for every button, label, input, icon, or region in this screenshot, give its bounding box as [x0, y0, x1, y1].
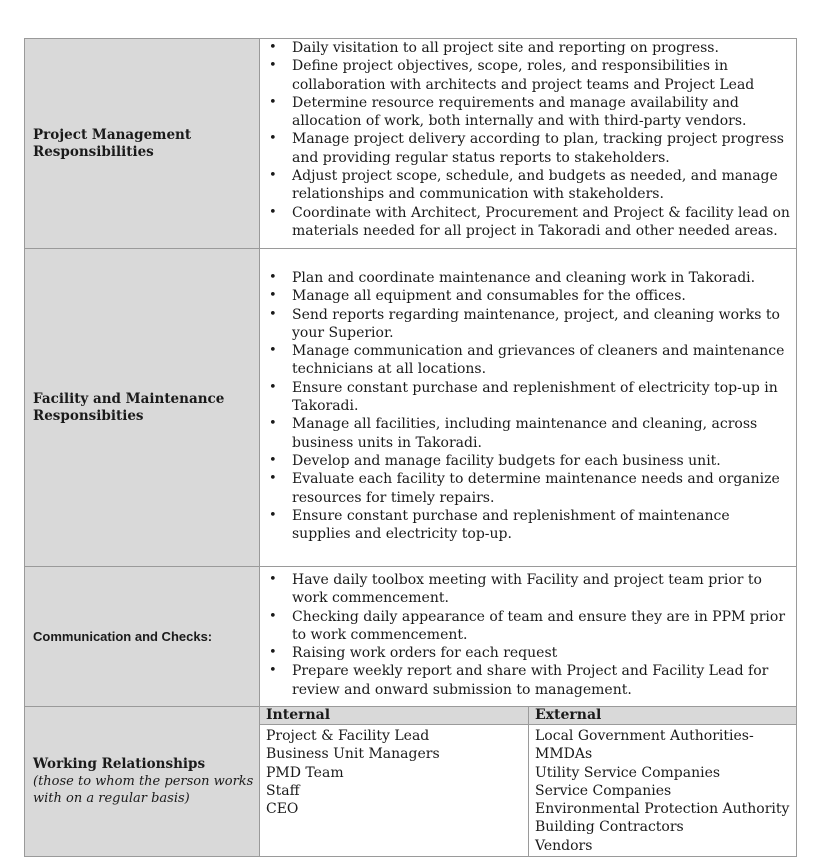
- row-content-cell: [260, 567, 797, 707]
- responsibility-list: [260, 249, 796, 547]
- external-item: Vendors: [535, 837, 593, 854]
- table-row-communication-checks: [25, 567, 797, 707]
- list-item: • Coordinate with Architect, Procurement and Project & facility lead on materials needed for all project in Takoradi and other needed areas.: [292, 204, 790, 241]
- row-content-cell: [260, 249, 797, 567]
- relationships-table: [260, 707, 796, 856]
- list-item: • Manage communication and grievances of cleaners and maintenance technicians at all locations.: [292, 342, 790, 379]
- internal-item: Staff: [266, 782, 300, 799]
- relationships-content-cell: [260, 707, 797, 857]
- internal-list: [260, 725, 529, 857]
- list-item: • Daily visitation to all project site and reporting on progress.: [292, 39, 790, 57]
- list-item: • Plan and coordinate maintenance and cleaning work in Takoradi.: [292, 269, 790, 287]
- row-label: Project Management Responsibilities: [33, 126, 192, 160]
- row-label-cell: [25, 39, 260, 249]
- list-item: • Evaluate each facility to determine maintenance needs and organize resources for timely repairs.: [292, 470, 790, 507]
- responsibility-list: [260, 39, 796, 244]
- table-row-working-relationships: [25, 707, 797, 857]
- list-item: • Determine resource requirements and manage availability and allocation of work, both internally and with third-party vendors.: [292, 94, 790, 131]
- table-row-project-management: [25, 39, 797, 249]
- internal-item: Project & Facility Lead: [266, 728, 430, 744]
- table-row-facility-maintenance: [25, 249, 797, 567]
- external-list: [529, 725, 797, 857]
- list-item: • Define project objectives, scope, roles, and responsibilities in collaboration with architects and project teams and Project Lead: [292, 57, 790, 94]
- list-item: • Raising work orders for each request: [292, 644, 790, 662]
- row-content-cell: [260, 39, 797, 249]
- external-item: Service Companies: [535, 782, 672, 799]
- row-label-note: (those to whom the person works with on a regular basis): [33, 774, 254, 806]
- list-item: • Manage all facilities, including maintenance and cleaning, across business units in Takoradi.: [292, 415, 790, 452]
- internal-item: PMD Team: [266, 764, 344, 781]
- internal-item: Business Unit Managers: [266, 746, 440, 763]
- row-label-cell: [25, 249, 260, 567]
- row-label-cell: [25, 567, 260, 707]
- list-item: • Send reports regarding maintenance, project, and cleaning works to your Superior.: [292, 306, 790, 343]
- row-label: Communication and Checks:: [33, 629, 213, 644]
- external-item: Local Government Authorities-: [535, 728, 754, 744]
- relationships-body-row: [260, 725, 796, 857]
- list-item: • Prepare weekly report and share with Project and Facility Lead for review and onward submission to management.: [292, 662, 790, 699]
- list-item: • Manage project delivery according to plan, tracking project progress and providing regular status reports to stakeholders.: [292, 130, 790, 167]
- list-item: • Ensure constant purchase and replenishment of maintenance supplies and electricity top-up.: [292, 507, 790, 544]
- row-label: Facility and Maintenance Responsibities: [33, 390, 225, 424]
- internal-item: CEO: [266, 801, 299, 818]
- row-label: Working Relationships: [33, 756, 206, 772]
- relationships-header-row: [260, 707, 796, 725]
- responsibility-list: [260, 567, 796, 703]
- external-item: Environmental Protection Authority: [535, 801, 790, 818]
- external-item: Utility Service Companies: [535, 764, 721, 781]
- list-item: • Manage all equipment and consumables for the offices.: [292, 287, 790, 305]
- external-header: External: [529, 707, 797, 725]
- list-item: • Have daily toolbox meeting with Facility and project team prior to work commencement.: [292, 571, 790, 608]
- job-description-table: [24, 38, 797, 857]
- list-item: • Adjust project scope, schedule, and budgets as needed, and manage relationships and communication with stakeholders.: [292, 167, 790, 204]
- external-item: MMDAs: [535, 746, 593, 763]
- internal-header: Internal: [260, 707, 529, 725]
- row-label-cell: [25, 707, 260, 857]
- list-item: • Develop and manage facility budgets for each business unit.: [292, 452, 790, 470]
- external-item: Building Contractors: [535, 819, 684, 836]
- list-item: • Ensure constant purchase and replenishment of electricity top-up in Takoradi.: [292, 379, 790, 416]
- list-item: • Checking daily appearance of team and ensure they are in PPM prior to work commencement.: [292, 608, 790, 645]
